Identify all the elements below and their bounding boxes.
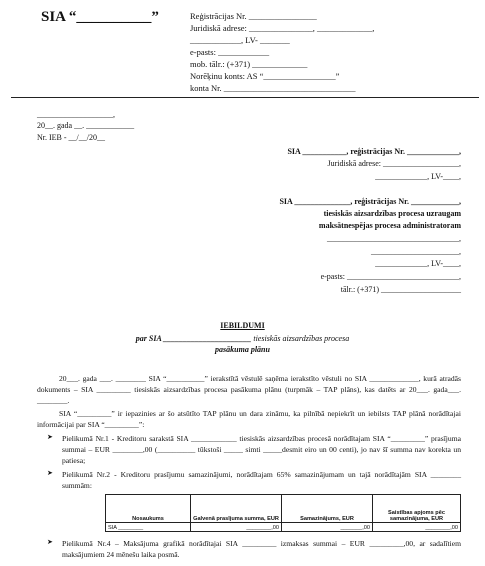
company-bank-account: Norēķinu konts: AS “_________________” — [190, 71, 340, 81]
header-divider — [11, 97, 479, 98]
company-email: e-pasts: ____________ — [190, 47, 270, 57]
col-after-reduction: Saistības apjoms pēc samazinājuma, EUR — [373, 495, 461, 523]
company-account-number: konta Nr. _______________________________ — [190, 83, 356, 93]
administrator-city: _____________, LV-____, — [375, 259, 461, 268]
document-subtitle — [0, 334, 485, 344]
administrator-role-supervisor: tiesiskās aizsardzības procesa uzraugam — [323, 209, 461, 218]
cell-reduction: _______,00 — [282, 523, 373, 532]
administrator-name-line — [279, 197, 461, 207]
bullet-creditor-list: Pielikumā Nr.1 - Kreditoru sarakstā SIA ____________ tiesiskās aizsardzības procesā norādītajam SIA “_________” prasījuma summai – EUR ________,00 (__________ tūkstoši _____ simti _____desmit eiro un 00 centi), jo nav šī summa nav korekta un patiesa; — [62, 434, 461, 465]
recipient-city: _____________, LV-____, — [375, 172, 461, 181]
bullet-marker-2: ➤ — [47, 469, 53, 477]
company-legal-address: Juridiskā adrese: _______________, _____________, — [190, 23, 375, 33]
bullet-claim-reductions: Pielikumā Nr.2 - Kreditoru prasījumu samazinājumi, norādītajam 65% samazinājumam un tajā norādītajām SIA ________ summām: — [62, 470, 461, 490]
col-reduction: Samazinājums, EUR — [282, 495, 373, 523]
col-name: Nosaukums — [106, 495, 191, 523]
document-title: IEBILDUMI — [220, 321, 265, 330]
subtitle-rest: tiesiskās aizsardzības procesa — [251, 334, 350, 343]
recipient-reg: , reģistrācijas Nr. _____________, — [346, 147, 461, 156]
administrator-name: SIA ______________ — [279, 197, 351, 206]
cell-main-claim: ________,00 — [191, 523, 282, 532]
ref-number: Nr. IEB - __/__/20__ — [37, 133, 105, 142]
company-phone: mob. tālr.: (+371) _____________ — [190, 59, 308, 69]
bullet-marker-4: ➤ — [47, 538, 53, 546]
table-row — [106, 523, 461, 532]
claims-table — [105, 494, 461, 532]
bullet-payment-schedule: Pielikumā Nr.4 – Maksājuma grafikā norādītajai SIA _________ izmaksas summai – EUR _________,00, ar sadalītiem maksājumiem 24 mēnešu laika posmā. — [62, 539, 461, 559]
table-header-row — [106, 495, 461, 523]
company-title: SIA “__________” — [41, 9, 159, 25]
ref-date: 20__. gada __. ____________ — [37, 121, 135, 130]
ref-blank: ___________________, — [37, 110, 115, 119]
paragraph-received: 20___. gada ___. ________ SIA “__________” ierakstītā vēstulē saņēma ierakstīto vēstuli no SIA _____________, kurā atradās dokuments – SIA _________ tiesiskās aizsardzības procesa pasākuma plānu (turpmāk – TAP plāns), kas datēts ar 20___. gada___. ________. — [37, 374, 461, 405]
recipient-name-line — [287, 147, 461, 157]
paragraph-objection: SIA “_________” ir iepazinies ar šo atsūtīto TAP plānu un dara zināmu, ka pilnībā nepiekrīt un iebilsts TAP plānā norādītajai informācijai par SIA “_________”: — [37, 409, 461, 429]
administrator-phone: tālr.: (+371) ____________________ — [340, 285, 461, 294]
company-reg-number: Reģistrācijas Nr. ________________ — [190, 11, 317, 21]
subtitle-prefix: par SIA ______________________ — [135, 334, 252, 343]
administrator-reg: , reģistrācijas Nr. ____________, — [350, 197, 461, 206]
administrator-role-insolvency: maksātnespējas procesa administratoram — [318, 221, 461, 230]
cell-after-reduction: ________,00 — [373, 523, 461, 532]
cell-name: SIA ________ — [106, 523, 191, 532]
administrator-email: e-pasts: ____________________________, — [320, 272, 461, 281]
recipient-address: Juridiskā adrese: ___________________, — [327, 159, 461, 168]
bullet-marker-1: ➤ — [47, 433, 53, 441]
company-city: ____________, LV- _______ — [190, 35, 290, 45]
recipient-name: SIA ___________ — [287, 147, 347, 156]
administrator-blank-2: ______________________, — [371, 247, 461, 256]
administrator-blank-1: _________________________________, — [327, 234, 461, 243]
document-subtitle-line2: pasākuma plānu — [215, 345, 270, 354]
col-main-claim: Galvenā prasījuma summa, EUR — [191, 495, 282, 523]
